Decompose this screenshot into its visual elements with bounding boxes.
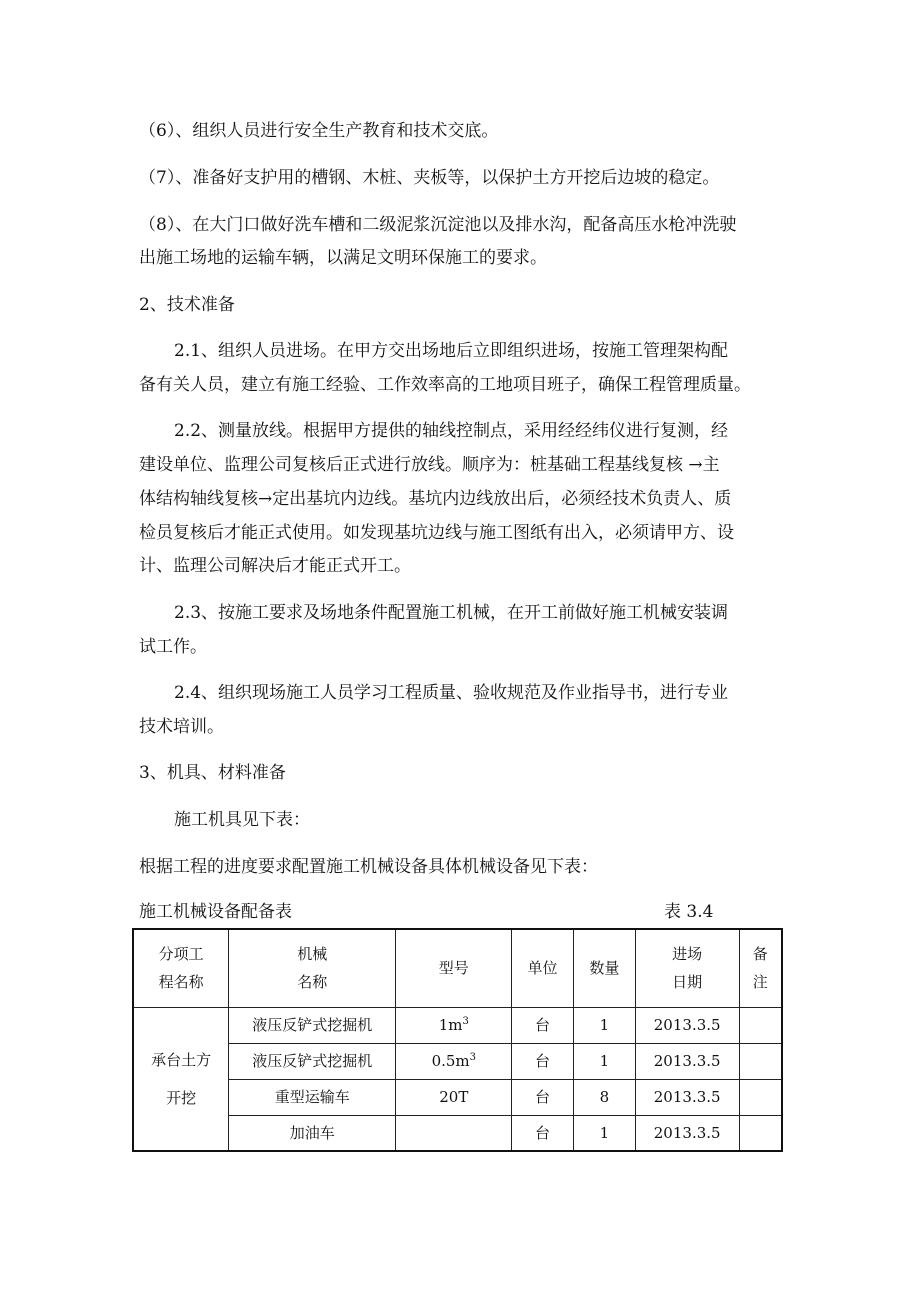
- paragraph-item-8-line1: （8）、在大门口做好洗车槽和二级泥浆沉淀池以及排水沟，配备高压水枪冲洗驶: [139, 215, 737, 235]
- paragraph-2-2-line2: 建设单位、监理公司复核后正式进行放线。顺序为：桩基础工程基线复核 →主: [139, 455, 720, 475]
- header-machine-line2: 名称: [297, 973, 328, 992]
- group-line2: 开挖: [166, 1088, 197, 1107]
- header-model: 型号: [396, 929, 512, 1007]
- table-caption: 施工机械设备配备表: [139, 902, 292, 922]
- remark-cell: [739, 1079, 782, 1115]
- quantity-cell: 1: [573, 1007, 635, 1043]
- header-unit: 单位: [512, 929, 574, 1007]
- unit-cell: 台: [512, 1115, 574, 1151]
- machine-cell: 液压反铲式挖掘机: [229, 1007, 396, 1043]
- quantity-cell: 1: [573, 1043, 635, 1079]
- date-cell: 2013.3.5: [635, 1007, 739, 1043]
- section-heading-technical: 2、技术准备: [139, 295, 235, 315]
- paragraph-2-1-line2: 备有关人员，建立有施工经验、工作效率高的工地项目班子，确保工程管理质量。: [139, 375, 751, 395]
- quantity-cell: 1: [573, 1115, 635, 1151]
- table-row: [133, 1079, 782, 1115]
- header-remark: [739, 929, 782, 1007]
- header-quantity: 数量: [573, 929, 635, 1007]
- paragraph-item-7: （7）、准备好支护用的槽钢、木桩、夹板等，以保护土方开挖后边坡的稳定。: [139, 168, 720, 188]
- paragraph-equipment-note: 根据工程的进度要求配置施工机械设备具体机械设备见下表：: [139, 857, 598, 877]
- model-cell: [396, 1043, 512, 1079]
- model-superscript: 3: [469, 1052, 477, 1063]
- machine-cell: 加油车: [229, 1115, 396, 1151]
- group-line1: 承台土方: [151, 1050, 212, 1069]
- remark-cell: [739, 1043, 782, 1079]
- paragraph-2-4-line2: 技术培训。: [139, 717, 224, 737]
- quantity-cell: 8: [573, 1079, 635, 1115]
- header-date-line2: 日期: [672, 973, 703, 992]
- remark-cell: [739, 1115, 782, 1151]
- model-cell: [396, 1115, 512, 1151]
- paragraph-2-2-line1: 2.2、测量放线。根据甲方提供的轴线控制点，采用经经纬仪进行复测，经: [174, 421, 729, 441]
- section-heading-equipment: 3、机具、材料准备: [139, 763, 286, 783]
- date-cell: 2013.3.5: [635, 1115, 739, 1151]
- header-category-line2: 程名称: [158, 973, 204, 992]
- table-row: [133, 1115, 782, 1151]
- paragraph-2-2-line5: 计、监理公司解决后才能正式开工。: [139, 556, 411, 576]
- date-cell: 2013.3.5: [635, 1079, 739, 1115]
- paragraph-2-2-line4: 检员复核后才能正式使用。如发现基坑边线与施工图纸有出入，必须请甲方、设: [139, 523, 734, 543]
- header-machine: [229, 929, 396, 1007]
- date-cell: 2013.3.5: [635, 1043, 739, 1079]
- table-row: [133, 1007, 782, 1043]
- table-row: [133, 1043, 782, 1079]
- paragraph-2-3-line1: 2.3、按施工要求及场地条件配置施工机械，在开工前做好施工机械安装调: [174, 603, 729, 623]
- paragraph-item-6: （6）、组织人员进行安全生产教育和技术交底。: [139, 121, 499, 141]
- paragraph-2-3-line2: 试工作。: [139, 637, 207, 657]
- group-cell: [133, 1007, 229, 1151]
- header-machine-line1: 机械: [297, 945, 328, 964]
- header-date: [635, 929, 739, 1007]
- equipment-table: [132, 928, 783, 1152]
- paragraph-2-4-line1: 2.4、组织现场施工人员学习工程质量、验收规范及作业指导书，进行专业: [174, 683, 729, 703]
- machine-cell: 重型运输车: [229, 1079, 396, 1115]
- paragraph-2-2-line3: 体结构轴线复核→定出基坑内边线。基坑内边线放出后，必须经技术负责人、质: [139, 489, 732, 509]
- model-cell: [396, 1007, 512, 1043]
- unit-cell: 台: [512, 1043, 574, 1079]
- unit-cell: 台: [512, 1007, 574, 1043]
- header-category-line1: 分项工: [158, 945, 204, 964]
- paragraph-2-1-line1: 2.1、组织人员进场。在甲方交出场地后立即组织进场，按施工管理架构配: [174, 341, 729, 361]
- model-superscript: 3: [462, 1016, 469, 1027]
- model-cell: [396, 1079, 512, 1115]
- header-category: [133, 929, 229, 1007]
- header-remark-line1: 备: [752, 945, 768, 964]
- paragraph-item-8-line2: 出施工场地的运输车辆，以满足文明环保施工的要求。: [139, 248, 547, 268]
- table-header-row: [133, 929, 782, 1007]
- header-date-line1: 进场: [672, 945, 703, 964]
- remark-cell: [739, 1007, 782, 1043]
- model-value: 1m: [438, 1016, 463, 1034]
- paragraph-equipment-intro: 施工机具见下表：: [174, 810, 310, 830]
- machine-cell: 液压反铲式挖掘机: [229, 1043, 396, 1079]
- model-value: 0.5m: [431, 1052, 470, 1070]
- table-number: 表 3.4: [664, 902, 714, 922]
- unit-cell: 台: [512, 1079, 574, 1115]
- header-remark-line2: 注: [752, 973, 768, 992]
- model-value: 20T: [439, 1088, 469, 1106]
